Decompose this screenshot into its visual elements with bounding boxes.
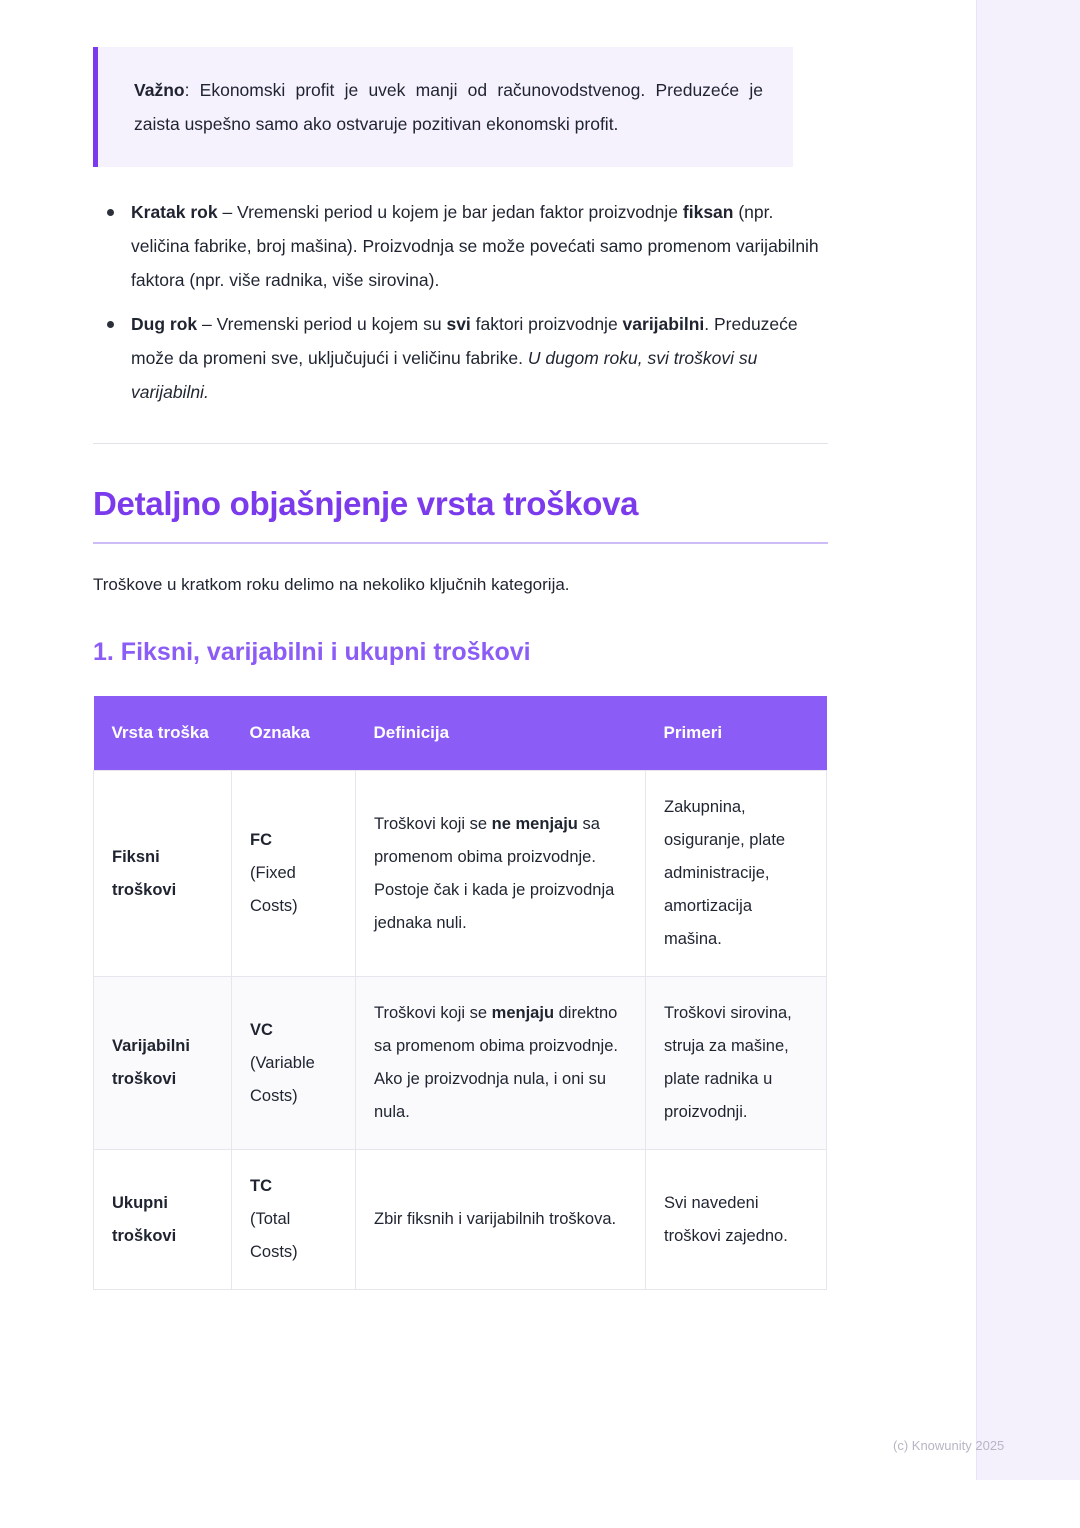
table-row [94, 977, 827, 1150]
cell-mark-code: TC [250, 1177, 272, 1195]
list-item [123, 307, 833, 409]
definition-pre: Zbir fiksnih i varijabilnih troškova. [374, 1210, 617, 1228]
title-underline [93, 542, 828, 544]
cell-mark-full: (Variable Costs) [250, 1053, 315, 1105]
table-row [94, 1150, 827, 1290]
important-callout [93, 47, 793, 167]
cell-mark [232, 977, 356, 1150]
cell-definition [356, 771, 646, 977]
cell-examples: Zakupnina, osiguranje, plate administracije, amortizacija mašina. [646, 771, 827, 977]
term-label-kratak-rok: Kratak rok [131, 202, 218, 222]
definition-bold: menjaju [491, 1004, 555, 1022]
cell-type: Varijabilni troškovi [94, 977, 232, 1150]
dash: – [197, 314, 217, 334]
term-text-part3: . Preduzeće može da promeni sve, uključujući i veličinu fabrike. [131, 314, 798, 368]
term-text-bold2: varijabilni [622, 314, 705, 334]
right-margin-strip [976, 0, 1080, 1480]
cost-types-table [93, 696, 827, 1290]
cell-examples: Svi navedeni troškovi zajedno. [646, 1150, 827, 1290]
table-row [94, 771, 827, 977]
footer-credit: (c) Knowunity 2025 [893, 1438, 1005, 1453]
page-title: Detaljno objašnjenje vrsta troškova [93, 485, 639, 522]
term-text-part1: Vremenski period u kojem su [216, 314, 447, 334]
cell-type: Fiksni troškovi [94, 771, 232, 977]
term-list [93, 195, 833, 409]
definition-pre: Troškovi koji se [374, 1004, 492, 1022]
cell-mark-full: (Total Costs) [250, 1210, 298, 1261]
term-text-part2: faktori proizvodnje [470, 314, 623, 334]
term-text-bold1: svi [446, 314, 471, 334]
cell-examples: Troškovi sirovina, struja za mašine, plate radnika u proizvodnji. [646, 977, 827, 1150]
cell-mark-full: (Fixed Costs) [250, 864, 298, 915]
term-text-part1: Vremenski period u kojem je bar jedan faktor proizvodnje [237, 202, 683, 222]
cell-definition [356, 1150, 646, 1290]
cell-type: Ukupni troškovi [94, 1150, 232, 1290]
dash: – [217, 202, 238, 222]
table-header-vrsta-troska: Vrsta troška [94, 696, 232, 771]
list-item [123, 195, 833, 297]
section-divider [93, 443, 828, 444]
definition-pre: Troškovi koji se [374, 814, 492, 833]
document-content [93, 0, 833, 1290]
callout-label: Važno [134, 80, 185, 100]
definition-post: direktno sa promenom obima proizvodnje. Ako je proizvodnja nula, i oni su nula. [374, 1004, 618, 1121]
cell-mark [232, 1150, 356, 1290]
table-header-definicija: Definicija [356, 696, 646, 771]
term-text-italic: U dugom roku, svi troškovi su varijabilni. [131, 348, 758, 402]
callout-text [134, 73, 763, 141]
table-header-row [94, 696, 827, 771]
cell-definition [356, 977, 646, 1150]
definition-bold: ne menjaju [491, 814, 578, 833]
table-header-primeri: Primeri [646, 696, 827, 771]
term-text-part2: (npr. veličina fabrike, broj mašina). Proizvodnja se može povećati samo promenom varijabilnih faktora (npr. više radnika, više sirovina). [131, 202, 819, 290]
cell-mark-code: VC [250, 1020, 273, 1039]
callout-body: : Ekonomski profit je uvek manji od računovodstvenog. Preduzeće je zaista uspešno samo ako ostvaruje pozitivan ekonomski profit. [134, 80, 763, 134]
term-label-dug-rok: Dug rok [131, 314, 198, 334]
term-text-bold1: fiksan [682, 202, 734, 222]
subsection-title: 1. Fiksni, varijabilni i ukupni troškovi [93, 638, 531, 666]
section-lead-text: Troškove u kratkom roku delimo na nekoliko ključnih kategorija. [93, 575, 570, 594]
cell-mark-code: FC [250, 831, 272, 849]
cell-mark [232, 771, 356, 977]
definition-post: sa promenom obima proizvodnje. Postoje čak i kada je proizvodnja jednaka nuli. [374, 814, 615, 932]
table-header-oznaka: Oznaka [232, 696, 356, 771]
